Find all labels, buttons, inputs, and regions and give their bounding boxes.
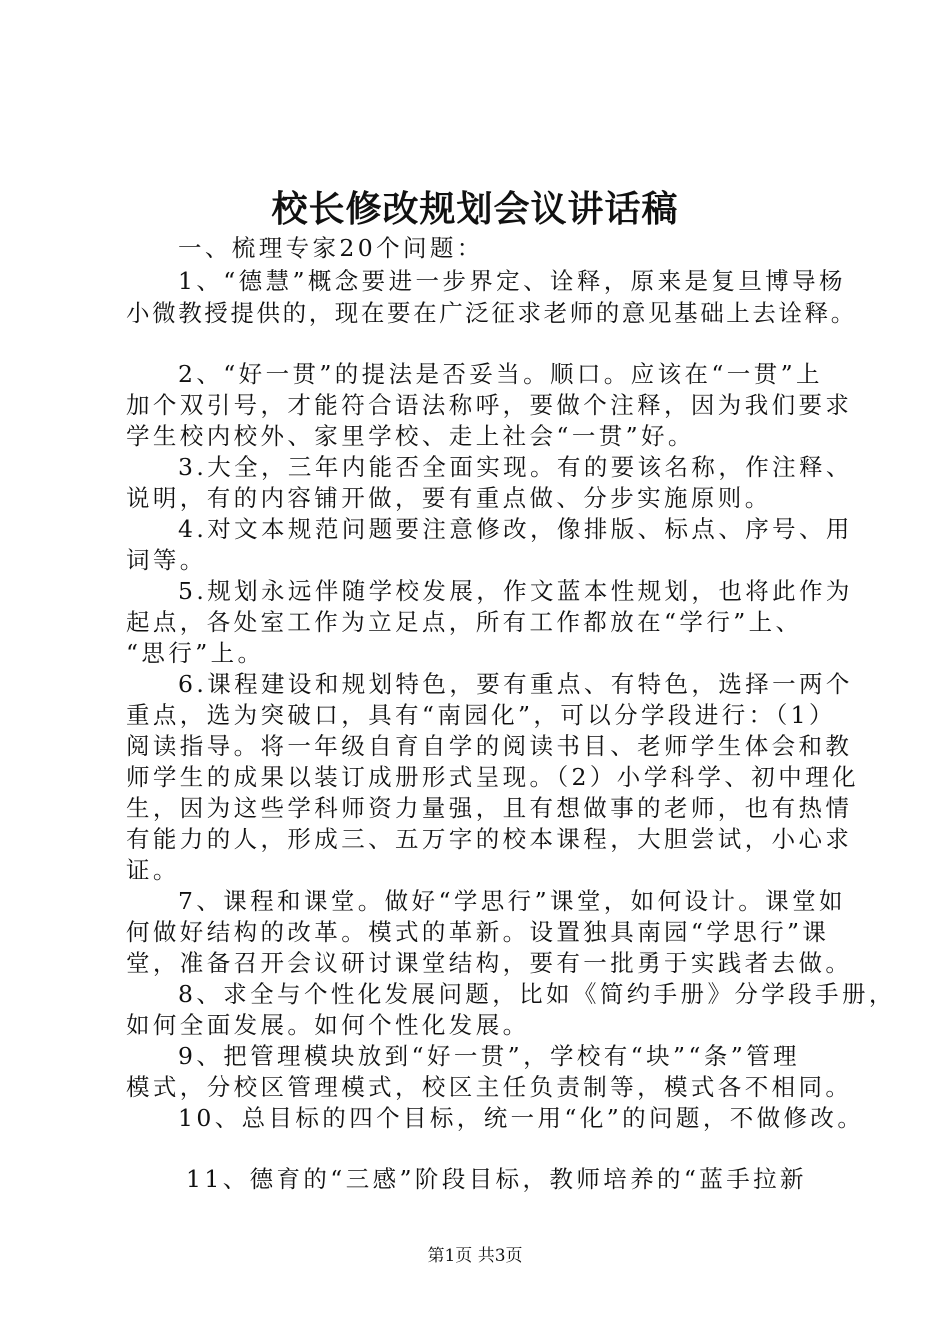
text-line: 10、总目标的四个目标，统一用“化”的问题，不做修改。 — [178, 1104, 865, 1132]
text-line: 堂，准备召开会议研讨课堂结构，要有一批勇于实践者去做。 — [126, 949, 853, 977]
text-line: 如何全面发展。如何个性化发展。 — [126, 1011, 530, 1039]
text-line: 有能力的人，形成三、五万字的校本课程，大胆尝试，小心求 — [126, 825, 853, 853]
text-line: 8、求全与个性化发展问题，比如《简约手册》分学段手册， — [178, 980, 896, 1008]
text-line: 2、“好一贯”的提法是否妥当。顺口。应该在“一贯”上 — [178, 360, 823, 388]
text-line: 5.规划永远伴随学校发展，作文蓝本性规划，也将此作为 — [178, 577, 853, 605]
text-line: 一、梳理专家20个问题： — [178, 234, 484, 262]
text-line: 学生校内校外、家里学校、走上社会“一贯”好。 — [126, 422, 695, 450]
text-line: 起点，各处室工作为立足点，所有工作都放在“学行”上、 — [126, 608, 803, 636]
text-line: 7、课程和课堂。做好“学思行”课堂，如何设计。课堂如 — [178, 887, 846, 915]
text-line: 9、把管理模块放到“好一贯”，学校有“块”“条”管理 — [178, 1042, 800, 1070]
document-title: 校长修改规划会议讲话稿 — [271, 188, 679, 230]
text-line: 师学生的成果以装订成册形式呈现。（2）小学科学、初中理化 — [126, 763, 859, 791]
text-line: 生，因为这些学科师资力量强，且有想做事的老师，也有热情 — [126, 794, 853, 822]
text-line: “思行”上。 — [126, 639, 265, 667]
text-line: 1、“德慧”概念要进一步界定、诠释，原来是复旦博导杨 — [178, 267, 846, 295]
page-indicator: 第1页 共3页 — [427, 1246, 523, 1266]
text-line: 模式，分校区管理模式，校区主任负责制等，模式各不相同。 — [126, 1073, 853, 1101]
text-line: 3.大全，三年内能否全面实现。有的要该名称，作注释、 — [178, 453, 853, 481]
text-line: 6.课程建设和规划特色，要有重点、有特色，选择一两个 — [178, 670, 853, 698]
text-line: 何做好结构的改革。模式的革新。设置独具南园“学思行”课 — [126, 918, 830, 946]
text-line: 小微教授提供的，现在要在广泛征求老师的意见基础上去诠释。 — [126, 299, 857, 327]
text-line: 4.对文本规范问题要注意修改，像排版、标点、序号、用 — [178, 515, 853, 543]
text-line: 11、德育的“三感”阶段目标，教师培养的“蓝手拉新 — [186, 1165, 807, 1193]
text-line: 说明，有的内容铺开做，要有重点做、分步实施原则。 — [126, 484, 772, 512]
text-line: 加个双引号，才能符合语法称呼，要做个注释，因为我们要求 — [126, 391, 853, 419]
text-line: 阅读指导。将一年级自育自学的阅读书目、老师学生体会和教 — [126, 732, 853, 760]
text-line: 证。 — [126, 856, 180, 884]
text-line: 词等。 — [126, 546, 207, 574]
text-line: 重点，选为突破口，具有“南园化”，可以分学段进行：（1） — [126, 701, 836, 729]
